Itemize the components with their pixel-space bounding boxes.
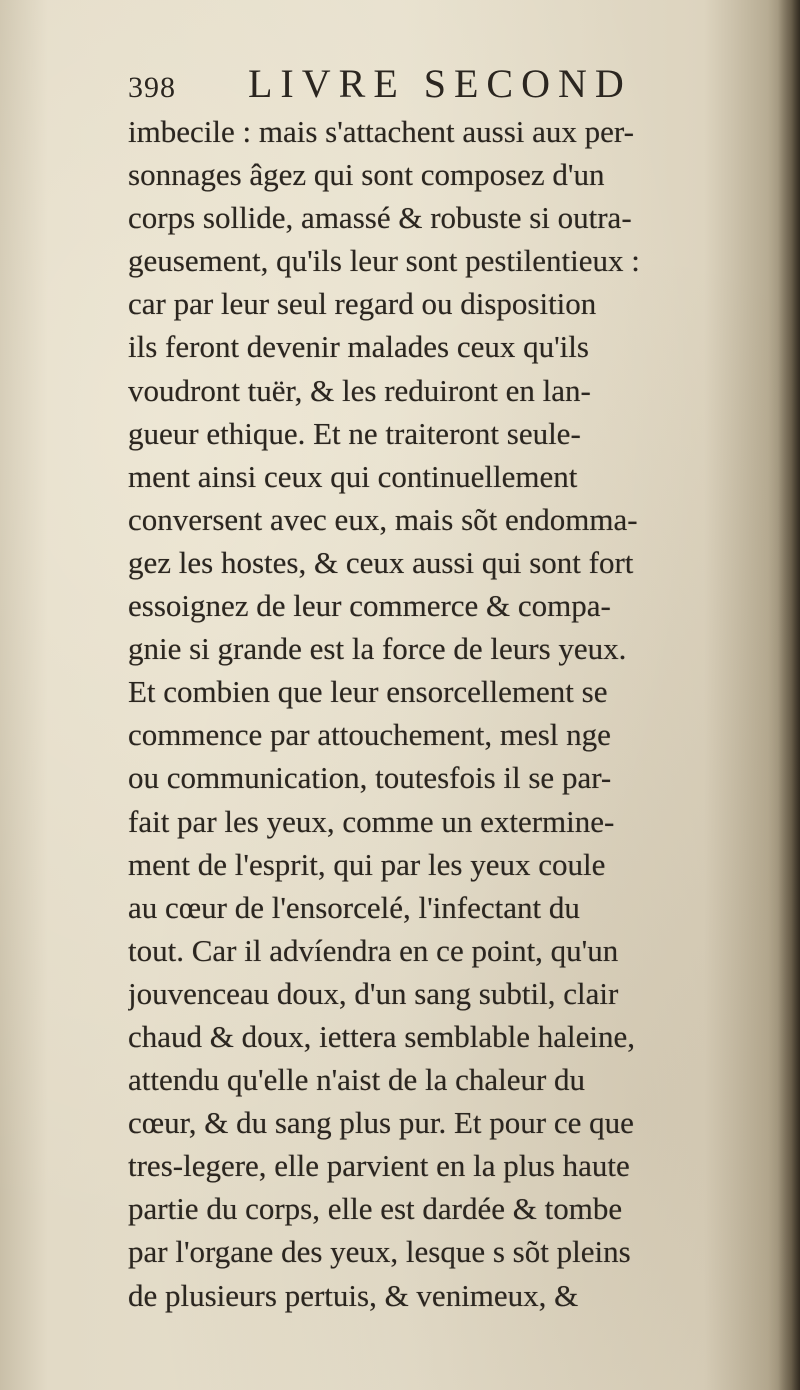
text-line: Et combien que leur ensorcellement se bbox=[128, 674, 608, 710]
text-line: geusement, qu'ils leur sont pestilentieux : bbox=[128, 243, 640, 279]
text-line: tres-legere, elle parvient en la plus haute bbox=[128, 1148, 630, 1184]
running-head bbox=[128, 58, 778, 110]
text-line: au cœur de l'ensorcelé, l'infectant du bbox=[128, 889, 580, 925]
text-line: conversent avec eux, mais sõt endomma- bbox=[128, 501, 638, 537]
text-line: gnie si grande est la force de leurs yeux. bbox=[128, 631, 627, 667]
text-line: jouvenceau doux, d'un sang subtil, clair bbox=[128, 975, 619, 1011]
text-line: cœur, & du sang plus pur. Et pour ce que bbox=[128, 1105, 634, 1141]
text-line: imbecile : mais s'attachent aussi aux per- bbox=[128, 114, 634, 149]
text-line: gez les hostes, & ceux aussi qui sont fort bbox=[128, 544, 634, 580]
text-line: tout. Car il advíendra en ce point, qu'un bbox=[128, 932, 619, 968]
text-line: voudront tuër, & les reduiront en lan- bbox=[128, 372, 591, 408]
text-line: commence par attouchement, mesl nge bbox=[128, 717, 611, 753]
text-line: chaud & doux, iettera semblable haleine, bbox=[128, 1018, 636, 1054]
text-line: fait par les yeux, comme un extermine- bbox=[128, 803, 615, 839]
text-line: partie du corps, elle est dardée & tombe bbox=[128, 1191, 623, 1227]
page-text-block bbox=[128, 58, 778, 1317]
text-line: sonnages âgez qui sont composez d'un bbox=[128, 157, 605, 193]
text-line: car par leur seul regard ou disposition bbox=[128, 286, 597, 322]
text-line: ment ainsi ceux qui continuellement bbox=[128, 458, 578, 494]
page-number: 398 bbox=[128, 71, 176, 104]
body-text bbox=[128, 110, 778, 1317]
text-line: gueur ethique. Et ne traiteront seule- bbox=[128, 415, 581, 451]
text-line: ils feront devenir malades ceux qu'ils bbox=[128, 329, 589, 365]
text-line: essoignez de leur commerce & compa- bbox=[128, 588, 611, 624]
running-head-title: LIVRE SECOND bbox=[248, 61, 632, 106]
text-line: ment de l'esprit, qui par les yeux coule bbox=[128, 846, 606, 882]
text-line: ou communication, toutesfois il se par- bbox=[128, 760, 612, 796]
text-line: par l'organe des yeux, lesque s sõt pleins bbox=[128, 1234, 631, 1270]
page-gutter-shadow bbox=[778, 0, 800, 1390]
text-line: attendu qu'elle n'aist de la chaleur du bbox=[128, 1062, 586, 1098]
text-line: de plusieurs pertuis, & venimeux, & bbox=[128, 1277, 579, 1313]
text-line: corps sollide, amassé & robuste si outra- bbox=[128, 200, 632, 236]
